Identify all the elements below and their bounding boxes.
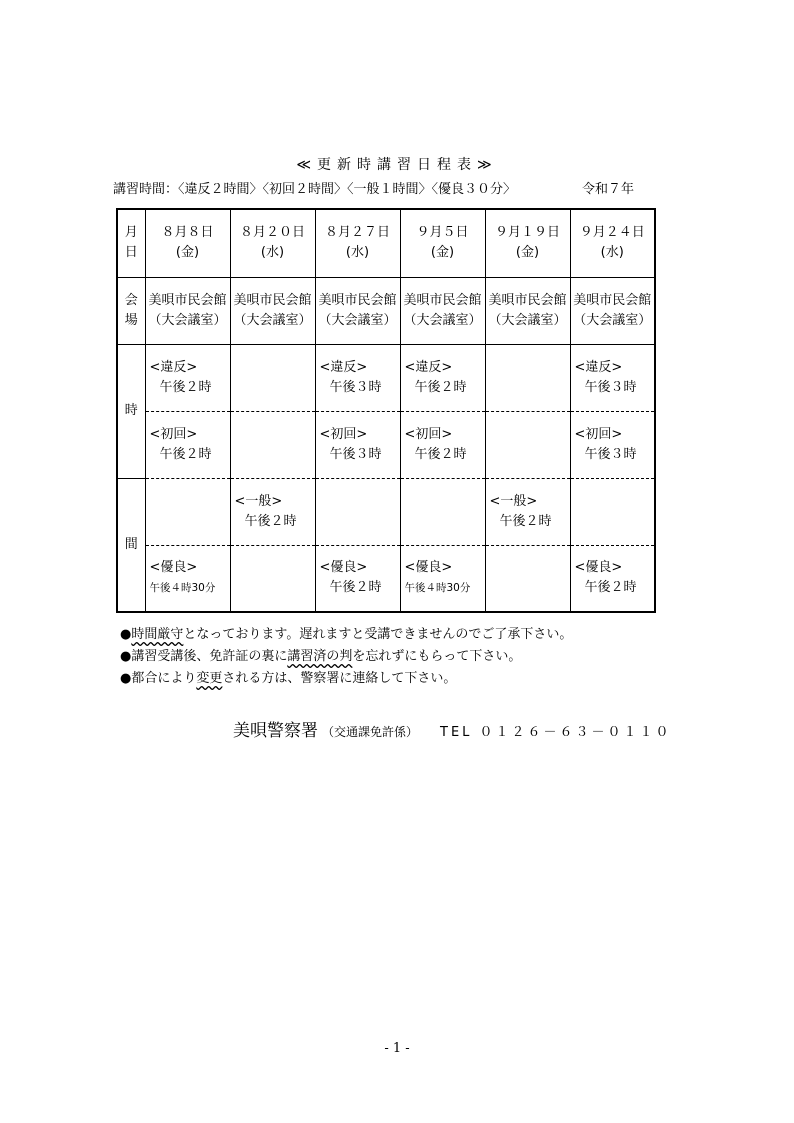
time-slot-row-3 <box>117 478 655 545</box>
slot-cell: <違反> 午後３時 <box>570 344 655 411</box>
slot-cell: <違反> 午後２時 <box>145 344 230 411</box>
slot-cell <box>230 344 315 411</box>
slot-cell <box>230 545 315 612</box>
slot-cell <box>230 411 315 478</box>
slot-cell <box>315 478 400 545</box>
time-row-header-bottom: 間 <box>117 478 145 612</box>
slot-cell: <初回> 午後３時 <box>570 411 655 478</box>
date-cell: ９月５日 (金) <box>400 209 485 277</box>
venue-cell: 美唄市民会館 （大会議室） <box>570 277 655 344</box>
slot-cell: <初回> 午後２時 <box>145 411 230 478</box>
station-name: 美唄警察署 <box>233 721 318 741</box>
schedule-table <box>116 208 656 613</box>
section-name: （交通課免許係） <box>322 725 419 739</box>
slot-cell: <優良> 午後４時30分 <box>400 545 485 612</box>
venue-row <box>117 277 655 344</box>
date-row <box>117 209 655 277</box>
note-stamp: ●講習受講後、免許証の裏に講習済の判を忘れずにもらって下さい。 <box>120 649 522 664</box>
notes <box>120 624 572 690</box>
venue-cell: 美唄市民会館 （大会議室） <box>230 277 315 344</box>
venue-cell: 美唄市民会館 （大会議室） <box>145 277 230 344</box>
slot-cell: <優良> 午後２時 <box>315 545 400 612</box>
slot-cell: <一般> 午後２時 <box>485 478 570 545</box>
slot-cell: <一般> 午後２時 <box>230 478 315 545</box>
time-slot-row-4 <box>117 545 655 612</box>
slot-cell: <優良> 午後４時30分 <box>145 545 230 612</box>
date-cell: ８月８日 (金) <box>145 209 230 277</box>
slot-cell <box>400 478 485 545</box>
slot-cell <box>485 411 570 478</box>
note-punctuality: ●時間厳守となっております。遅れますと受講できませんのでご了承下さい。 <box>120 627 573 642</box>
venue-row-header: 会 場 <box>117 277 145 344</box>
page-title: ≪更新時講習日程表≫ <box>296 157 498 173</box>
date-cell: ９月２４日 (水) <box>570 209 655 277</box>
time-slot-row-1 <box>117 344 655 411</box>
page-number: - 1 - <box>384 1041 410 1056</box>
time-row-header-top: 時 <box>117 344 145 478</box>
contact-footer <box>233 716 672 741</box>
slot-cell <box>485 344 570 411</box>
slot-cell <box>570 478 655 545</box>
time-slot-row-2 <box>117 411 655 478</box>
note-change: ●都合により変更される方は、警察署に連絡して下さい。 <box>120 671 457 686</box>
date-row-header: 月 日 <box>117 209 145 277</box>
slot-cell: <初回> 午後３時 <box>315 411 400 478</box>
telephone: TEL ０１２６－６３－０１１０ <box>440 725 672 740</box>
slot-cell: <初回> 午後２時 <box>400 411 485 478</box>
era-year: 令和７年 <box>582 182 635 197</box>
date-cell: ９月１９日 (金) <box>485 209 570 277</box>
lecture-hours-line <box>113 178 653 197</box>
venue-cell: 美唄市民会館 （大会議室） <box>315 277 400 344</box>
slot-cell <box>145 478 230 545</box>
date-cell: ８月２７日 (水) <box>315 209 400 277</box>
date-cell: ８月２０日 (水) <box>230 209 315 277</box>
slot-cell: <違反> 午後２時 <box>400 344 485 411</box>
slot-cell: <違反> 午後３時 <box>315 344 400 411</box>
slot-cell <box>485 545 570 612</box>
venue-cell: 美唄市民会館 （大会議室） <box>400 277 485 344</box>
venue-cell: 美唄市民会館 （大会議室） <box>485 277 570 344</box>
slot-cell: <優良> 午後２時 <box>570 545 655 612</box>
lecture-hours: 講習時間：〈違反２時間〉〈初回２時間〉〈一般１時間〉〈優良３０分〉 <box>113 182 517 197</box>
